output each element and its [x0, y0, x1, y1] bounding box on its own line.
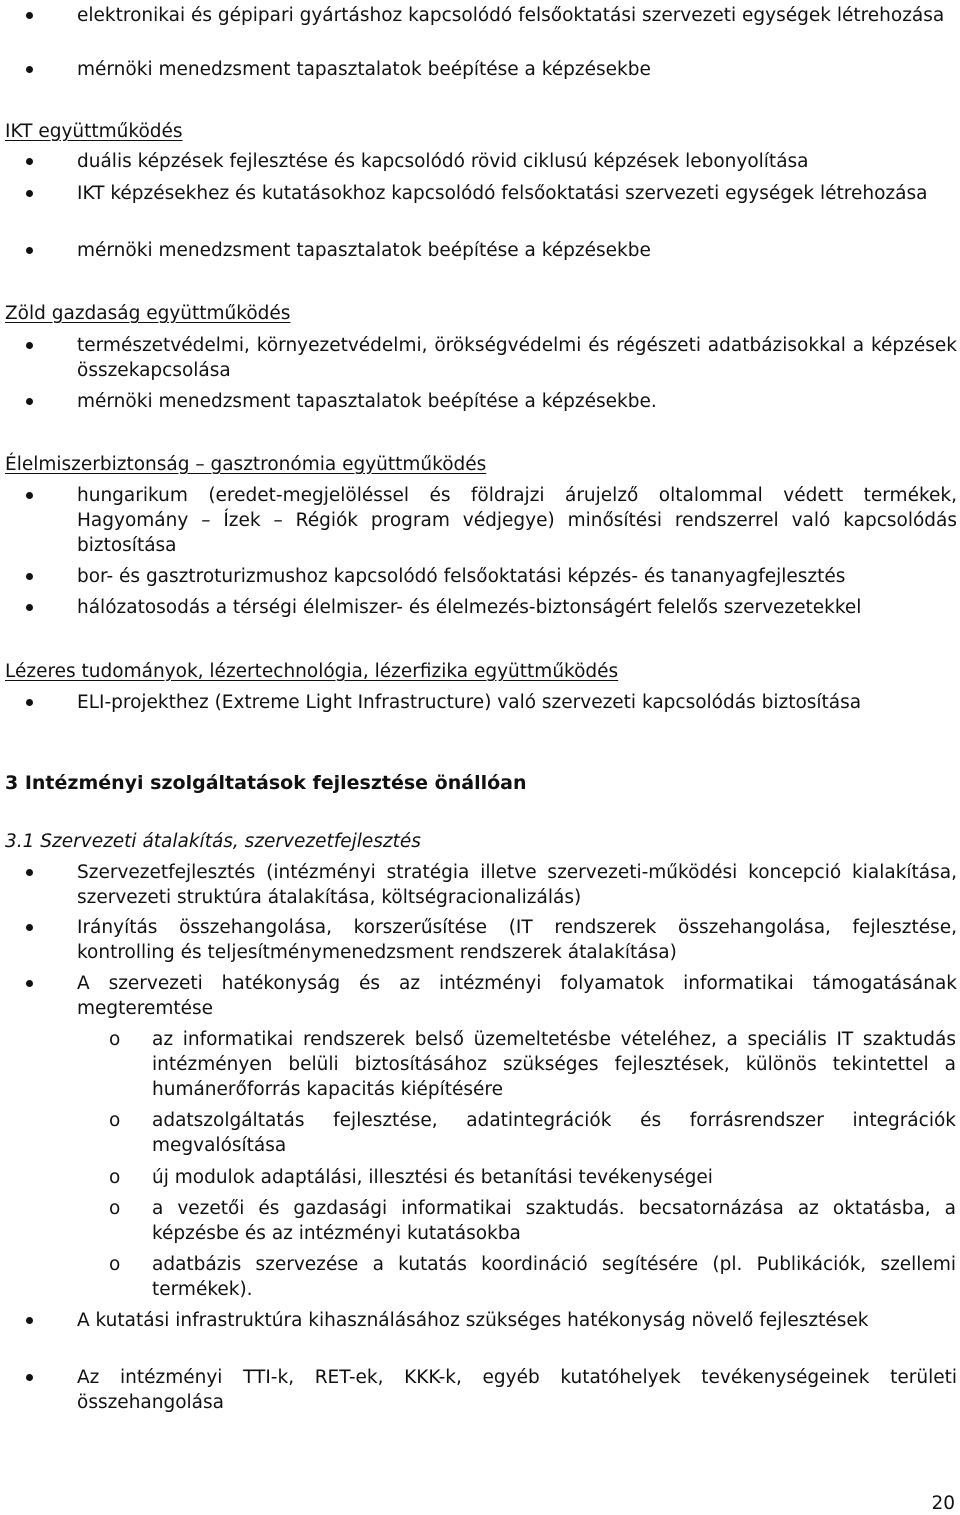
list-item: A kutatási infrastruktúra kihasználásához szükséges hatékonyság növelő fejlesztések [77, 1308, 957, 1333]
list-item: elektronikai és gépipari gyártáshoz kapcsolódó felsőoktatási szervezeti egységek létrehozása [77, 3, 957, 28]
section-heading-elelmiszer: Élelmiszerbiztonság – gasztronómia együttműködés [5, 454, 487, 475]
list-item: mérnöki menedzsment tapasztalatok beépítése a képzésekbe. [77, 389, 957, 414]
list-item: hálózatosodás a térségi élelmiszer- és élelmezés-biztonságért felelős szervezetekkel [77, 595, 957, 620]
sub-list-item: o a vezetői és gazdasági informatikai szaktudás. becsatornázása az oktatásba, a képzésbe és az intézményi kutatásokba [152, 1196, 956, 1246]
list-item: bor- és gasztroturizmushoz kapcsolódó felsőoktatási képzés- és tananyagfejlesztés [77, 564, 957, 589]
sub-list-item: o adatbázis szervezése a kutatás koordináció segítésére (pl. Publikációk, szellemi termékek). [152, 1252, 956, 1302]
sub-list-item: o új modulok adaptálási, illesztési és betanítási tevékenységei [152, 1165, 956, 1190]
list-item: Szervezetfejlesztés (intézményi stratégia illetve szervezeti-működési koncepció kialakítása, szervezeti struktúra átalakítása, költségracionalizálás) [77, 862, 957, 908]
list-item: mérnöki menedzsment tapasztalatok beépítése a képzésekbe [77, 57, 957, 82]
sub-heading: 3.1 Szervezeti átalakítás, szervezetfejlesztés [5, 831, 421, 852]
list-item: A szervezeti hatékonyság és az intézményi folyamatok informatikai támogatásának megteremtése [77, 973, 957, 1019]
page-number: 20 [931, 1493, 955, 1514]
sub-list-item: o adatszolgáltatás fejlesztése, adatintegrációk és forrásrendszer integrációk megvalósítása [152, 1108, 956, 1158]
list-item: Az intézményi TTI-k, RET-ek, KKK-k, egyéb kutatóhelyek tevékenységeinek területi összehangolása [77, 1367, 957, 1413]
list-item: hungarikum (eredet-megjelöléssel és földrajzi árujelző oltalommal védett termékek, Hagyomány – Ízek – Régiók program védjegye) minősítési rendszerrel való kapcsolódás biztosítása [77, 485, 957, 556]
list-item: ELI-projekthez (Extreme Light Infrastructure) való szervezeti kapcsolódás biztosítása [77, 690, 957, 715]
list-item: Irányítás összehangolása, korszerűsítése (IT rendszerek összehangolása, fejlesztése, kontrolling és teljesítménymenedzsment rendszerek átalakítása) [77, 917, 957, 963]
list-item: mérnöki menedzsment tapasztalatok beépítése a képzésekbe [77, 238, 957, 263]
section-heading-lezer: Lézeres tudományok, lézertechnológia, lézerfizika együttműködés [5, 661, 619, 682]
list-item: duális képzések fejlesztése és kapcsolódó rövid ciklusú képzések lebonyolítása [77, 149, 957, 174]
section-heading-ikt: IKT együttműködés [5, 121, 183, 142]
section-heading-zold: Zöld gazdaság együttműködés [5, 303, 291, 324]
sub-list-item: o az informatikai rendszerek belső üzemeltetésbe vételéhez, a speciális IT szaktudás intézményen belüli biztosításához szükséges fejlesztések, különös tekintettel a humánerőforrás kapacitás kiépítésére [152, 1027, 956, 1102]
chapter-heading: 3 Intézményi szolgáltatások fejlesztése önállóan [5, 772, 527, 794]
list-item: IKT képzésekhez és kutatásokhoz kapcsolódó felsőoktatási szervezeti egységek létrehozása [77, 181, 957, 206]
list-item: természetvédelmi, környezetvédelmi, örökségvédelmi és régészeti adatbázisokkal a képzések összekapcsolása [77, 335, 957, 381]
